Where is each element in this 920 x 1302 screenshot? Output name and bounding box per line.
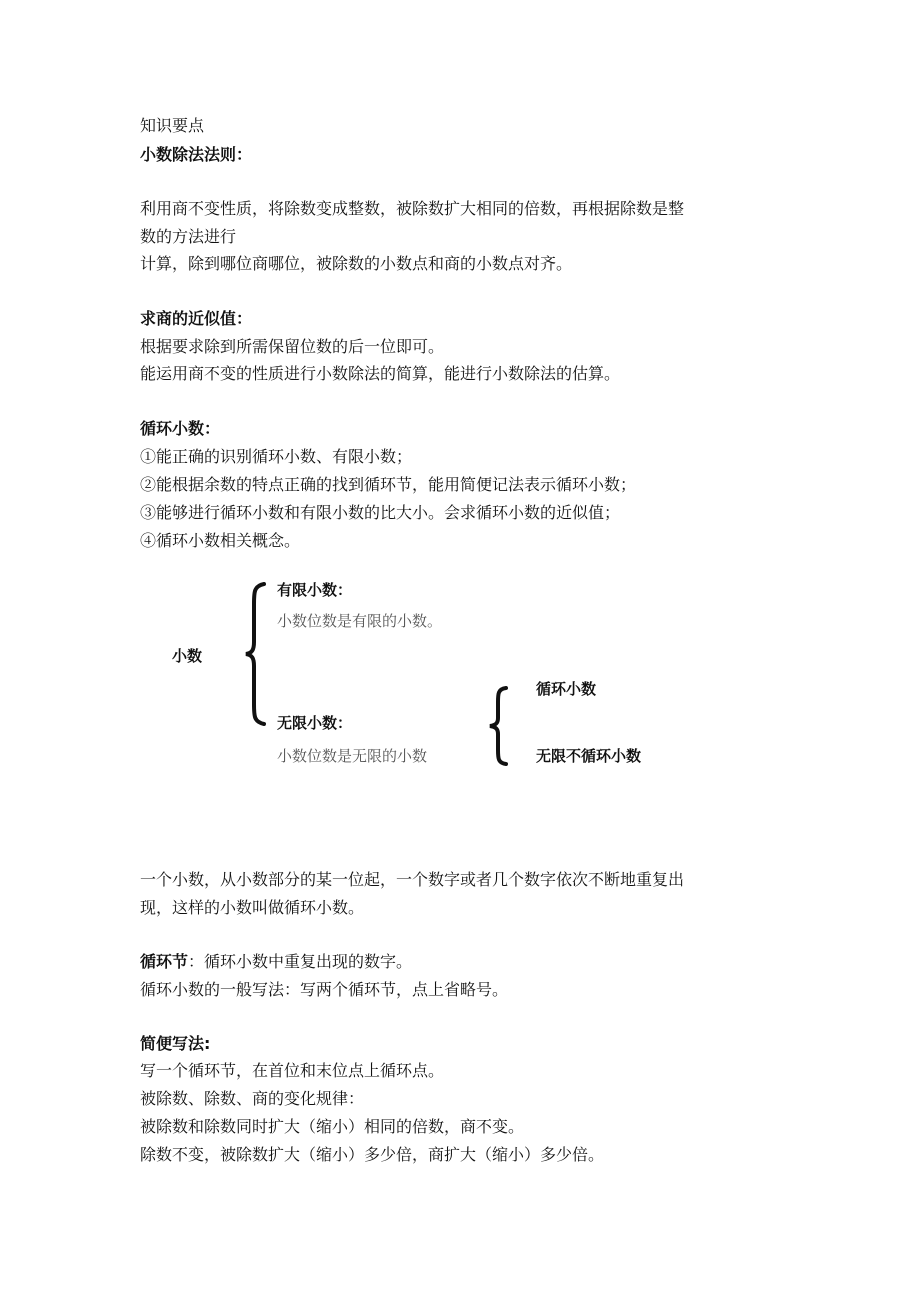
definition-line-1: 一个小数，从小数部分的某一位起，一个数字或者几个数字依次不断地重复出 bbox=[140, 870, 685, 889]
approx-title: 求商的近似值： bbox=[140, 309, 253, 328]
cycle-line-2: 循环小数的一般写法：写两个循环节，点上省略号。 bbox=[140, 980, 509, 999]
approx-line-2: 能运用商不变的性质进行小数除法的简算，能进行小数除法的估算。 bbox=[140, 364, 621, 383]
repeating-item-4: ④循环小数相关概念。 bbox=[140, 531, 301, 550]
approx-line-1: 根据要求除到所需保留位数的后一位即可。 bbox=[140, 337, 445, 356]
finite-decimal-title: 有限小数： bbox=[277, 581, 353, 599]
finite-decimal-desc: 小数位数是有限的小数。 bbox=[277, 612, 443, 630]
infinite-decimal-title: 无限小数： bbox=[277, 714, 353, 732]
repeating-title: 循环小数： bbox=[140, 419, 221, 438]
brace-left-icon bbox=[244, 582, 268, 726]
repeating-item-2: ②能根据余数的特点正确的找到循环节，能用简便记法表示循环小数； bbox=[140, 475, 637, 494]
simple-line-3: 被除数和除数同时扩大（缩小）相同的倍数，商不变。 bbox=[140, 1117, 525, 1136]
division-title: 小数除法法则： bbox=[140, 145, 253, 164]
simple-line-2: 被除数、除数、商的变化规律： bbox=[140, 1089, 365, 1108]
repeating-item-3: ③能够进行循环小数和有限小数的比大小。会求循环小数的近似值； bbox=[140, 503, 621, 522]
brace-right-sub-icon bbox=[488, 686, 510, 766]
repeating-item-1: ①能正确的识别循环小数、有限小数； bbox=[140, 447, 413, 466]
heading: 知识要点 bbox=[140, 116, 205, 135]
simple-title: 简便写法: bbox=[140, 1034, 211, 1053]
simple-line-1: 写一个循环节，在首位和末位点上循环点。 bbox=[140, 1061, 445, 1080]
repeating-decimal-label: 循环小数 bbox=[536, 680, 597, 698]
infinite-decimal-desc: 小数位数是无限的小数 bbox=[277, 747, 428, 765]
cycle-text: ：循环小数中重复出现的数字。 bbox=[188, 952, 413, 971]
division-line-2: 数的方法进行 bbox=[140, 227, 237, 246]
cycle-label: 循环节 bbox=[140, 952, 189, 971]
non-repeating-decimal-label: 无限不循环小数 bbox=[536, 747, 642, 765]
simple-line-4: 除数不变，被除数扩大（缩小）多少倍，商扩大（缩小）多少倍。 bbox=[140, 1145, 605, 1164]
diagram-root-label: 小数 bbox=[172, 647, 203, 665]
definition-line-2: 现，这样的小数叫做循环小数。 bbox=[140, 898, 365, 917]
division-line-1: 利用商不变性质，将除数变成整数，被除数扩大相同的倍数，再根据除数是整 bbox=[140, 199, 685, 218]
cycle-paragraph bbox=[140, 952, 412, 972]
division-line-3: 计算，除到哪位商哪位，被除数的小数点和商的小数点对齐。 bbox=[140, 254, 573, 273]
